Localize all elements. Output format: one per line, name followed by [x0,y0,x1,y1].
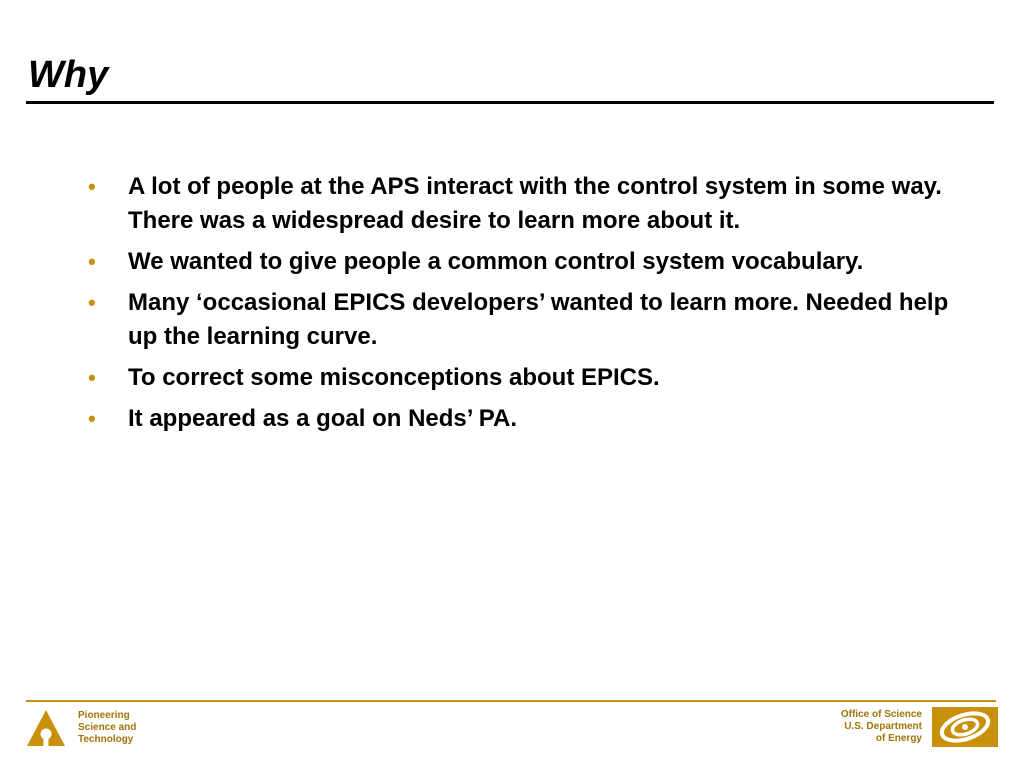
bullet-text: It appeared as a goal on Neds’ PA. [128,405,518,432]
bullet-icon: • [88,174,96,199]
footer-right-line: Office of Science [840,709,922,720]
bullet-text: To correct some misconceptions about EPICS. [128,364,660,391]
bullet-text: We wanted to give people a common control system vocabulary. [128,248,864,275]
footer-right-text [841,709,922,745]
bullet-text: A lot of people at the APS interact with the control system in some way. There was a widespread desire to learn more about it. [128,173,942,234]
title-divider [26,101,994,104]
bullet-item [88,361,978,395]
footer-left-line: Pioneering [78,710,130,721]
bullet-text: Many ‘occasional EPICS developers’ wanted to learn more. Needed help up the learning curve. [128,289,949,350]
footer-divider [26,700,996,702]
footer-right-line: of Energy [875,733,922,744]
footer-left [26,708,136,748]
argonne-logo-icon [26,709,66,747]
bullet-item [88,286,978,354]
footer-left-line: Technology [78,734,134,745]
bullet-icon: • [88,249,96,274]
slide-title: Why [28,54,109,96]
bullet-list [88,170,978,443]
doe-office-of-science-logo-icon [932,707,998,747]
footer-right [841,706,998,748]
bullet-icon: • [88,406,96,431]
bullet-item [88,170,978,238]
bullet-item [88,402,978,436]
footer-left-line: Science and [78,722,137,733]
bullet-item [88,245,978,279]
footer-left-text [78,710,136,746]
footer-right-line: U.S. Department [844,721,922,732]
bullet-icon: • [88,365,96,390]
bullet-icon: • [88,290,96,315]
